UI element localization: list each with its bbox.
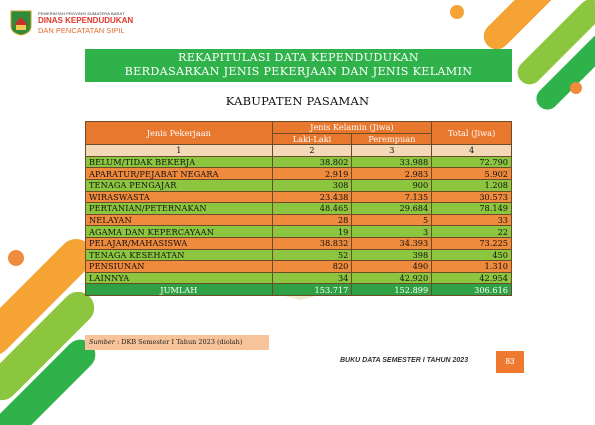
male-count: 19	[272, 226, 352, 238]
male-count: 52	[272, 249, 352, 261]
population-table	[85, 121, 512, 296]
occupation-name: PELAJAR/MAHASISWA	[86, 237, 273, 249]
header-male: Laki-Laki	[272, 133, 352, 145]
source-text: : DKB Semester I Tahun 2023 (diolah)	[117, 338, 243, 346]
table-header-row	[86, 122, 512, 134]
government-name: PEMERINTAH PROVINSI SUMATERA BARAT	[38, 11, 125, 16]
decor-shape	[450, 5, 464, 19]
female-count: 3	[352, 226, 432, 238]
page-number: 83	[496, 351, 524, 373]
total-count: 78.149	[432, 203, 512, 215]
male-count: 308	[272, 179, 352, 191]
female-count: 29.684	[352, 203, 432, 215]
department-subname: DAN PENCATATAN SIPIL	[38, 26, 125, 35]
total-count: 72.790	[432, 156, 512, 168]
table-row	[86, 261, 512, 273]
grand-total: 306.616	[432, 284, 512, 296]
source-label: Sumber	[89, 338, 115, 346]
occupation-name: PENSIUNAN	[86, 261, 273, 273]
department-name: DINAS KEPENDUDUKAN	[38, 16, 134, 25]
table-row	[86, 226, 512, 238]
female-count: 7.135	[352, 191, 432, 203]
header-gender: Jenis Kelamin (Jiwa)	[272, 122, 432, 134]
occupation-name: PERTANIAN/PETERNAKAN	[86, 203, 273, 215]
male-count: 820	[272, 261, 352, 273]
female-count: 42.920	[352, 272, 432, 284]
total-female: 152.899	[352, 284, 432, 296]
occupation-name: TENAGA PENGAJAR	[86, 179, 273, 191]
female-count: 398	[352, 249, 432, 261]
male-count: 38.832	[272, 237, 352, 249]
total-count: 33	[432, 214, 512, 226]
male-count: 38.802	[272, 156, 352, 168]
header-female: Perempuan	[352, 133, 432, 145]
female-count: 900	[352, 179, 432, 191]
header-total: Total (Jiwa)	[432, 122, 512, 145]
table-row	[86, 168, 512, 180]
title-banner	[85, 49, 512, 82]
source-note	[85, 335, 269, 350]
decor-shape	[8, 250, 24, 266]
column-number: 4	[432, 145, 512, 157]
total-male: 153.717	[272, 284, 352, 296]
total-count: 22	[432, 226, 512, 238]
male-count: 34	[272, 272, 352, 284]
occupation-name: TENAGA KESEHATAN	[86, 249, 273, 261]
total-count: 42.954	[432, 272, 512, 284]
total-label: JUMLAH	[86, 284, 273, 296]
female-count: 34.393	[352, 237, 432, 249]
total-count: 1.310	[432, 261, 512, 273]
table-row	[86, 179, 512, 191]
total-count: 5.902	[432, 168, 512, 180]
column-number: 1	[86, 145, 273, 157]
total-count: 1.208	[432, 179, 512, 191]
male-count: 48.465	[272, 203, 352, 215]
book-title: BUKU DATA SEMESTER I TAHUN 2023	[340, 357, 469, 364]
female-count: 33.988	[352, 156, 432, 168]
table-row	[86, 203, 512, 215]
female-count: 5	[352, 214, 432, 226]
total-row	[86, 284, 512, 296]
table-row	[86, 237, 512, 249]
column-number-row	[86, 145, 512, 157]
female-count: 490	[352, 261, 432, 273]
occupation-name: BELUM/TIDAK BEKERJA	[86, 156, 273, 168]
female-count: 2.983	[352, 168, 432, 180]
male-count: 28	[272, 214, 352, 226]
column-number: 3	[352, 145, 432, 157]
total-count: 73.225	[432, 237, 512, 249]
table-row	[86, 214, 512, 226]
occupation-name: AGAMA DAN KEPERCAYAAN	[86, 226, 273, 238]
occupation-name: LAINNYA	[86, 272, 273, 284]
title-line-2: BERDASARKAN JENIS PEKERJAAN DAN JENIS KELAMIN	[124, 65, 473, 78]
male-count: 2.919	[272, 168, 352, 180]
occupation-name: WIRASWASTA	[86, 191, 273, 203]
organization-name	[38, 11, 133, 35]
region-heading: KABUPATEN PASAMAN	[225, 94, 370, 108]
table-row	[86, 191, 512, 203]
decor-shape	[570, 82, 582, 94]
province-logo-icon	[10, 10, 32, 36]
column-number: 2	[272, 145, 352, 157]
total-count: 30.573	[432, 191, 512, 203]
occupation-name: NELAYAN	[86, 214, 273, 226]
total-count: 450	[432, 249, 512, 261]
header-occupation: Jenis Pekerjaan	[86, 122, 273, 145]
table-row	[86, 249, 512, 261]
table-row	[86, 272, 512, 284]
occupation-name: APARATUR/PEJABAT NEGARA	[86, 168, 273, 180]
table-row	[86, 156, 512, 168]
male-count: 23.438	[272, 191, 352, 203]
title-line-1: REKAPITULASI DATA KEPENDUDUKAN	[177, 51, 420, 64]
